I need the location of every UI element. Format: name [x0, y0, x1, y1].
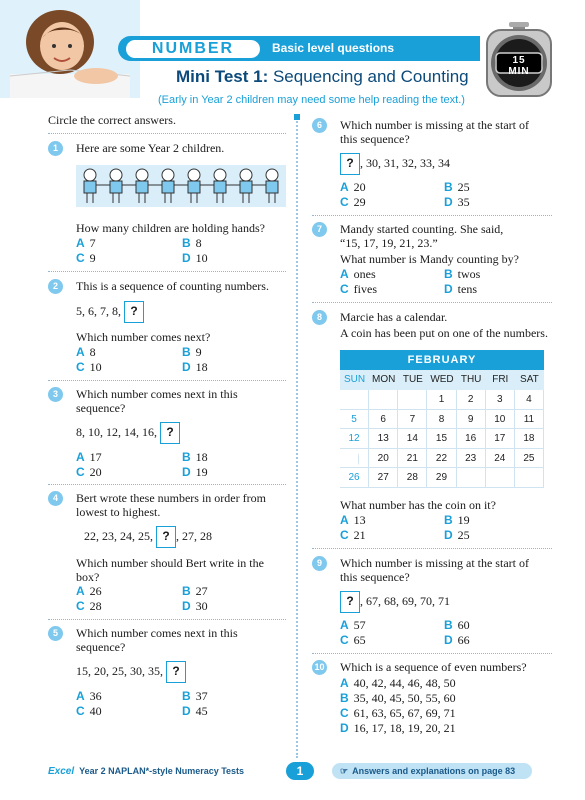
- option-c[interactable]: C 61, 63, 65, 67, 69, 71: [340, 706, 456, 720]
- weekday: SUN: [344, 374, 366, 385]
- option-d[interactable]: D tens: [444, 282, 478, 296]
- question-number: 10: [312, 660, 327, 675]
- question-number: 7: [312, 222, 327, 237]
- calendar-day: 8: [427, 410, 456, 430]
- option-a[interactable]: A 26: [76, 584, 102, 598]
- option-d[interactable]: D 45: [182, 704, 208, 718]
- question-text-line1: Mandy started counting. She said,: [340, 222, 504, 236]
- calendar-day: [398, 390, 427, 410]
- section-label: NUMBER: [124, 38, 262, 60]
- question-text-line1: Marcie has a calendar.: [340, 310, 448, 324]
- timer-text: 15 MIN: [508, 55, 530, 77]
- question-text-line1: Which number is missing at the start of: [340, 556, 529, 570]
- option-c[interactable]: C 29: [340, 195, 366, 209]
- page-number: 1: [286, 762, 314, 780]
- footer-brand: Excel: [48, 766, 75, 777]
- calendar-grid: [340, 390, 544, 488]
- divider: [312, 653, 552, 654]
- option-c[interactable]: C 21: [340, 528, 366, 542]
- calendar-day: 22: [427, 449, 456, 469]
- option-d[interactable]: D 16, 17, 18, 19, 20, 21: [340, 721, 456, 735]
- question-ask-line1: Which number should Bert write in the: [76, 556, 264, 570]
- option-a[interactable]: A 40, 42, 44, 46, 48, 50: [340, 676, 456, 690]
- option-b[interactable]: B 35, 40, 45, 50, 55, 60: [340, 691, 456, 705]
- option-b[interactable]: B 27: [182, 584, 208, 598]
- calendar-day: 4: [515, 390, 544, 410]
- question-ask: How many children are holding hands?: [76, 221, 265, 235]
- question-number: 3: [48, 387, 63, 402]
- divider: [48, 271, 286, 272]
- option-d[interactable]: D 66: [444, 633, 470, 647]
- calendar-day: 29: [427, 468, 456, 488]
- calendar-day: 11: [515, 410, 544, 430]
- question-ask: Which number comes next?: [76, 330, 211, 344]
- calendar-day: 17: [486, 429, 515, 449]
- option-b[interactable]: B 8: [182, 236, 202, 250]
- option-c[interactable]: C 65: [340, 633, 366, 647]
- divider: [48, 133, 286, 134]
- question-text-line2: this sequence?: [340, 570, 410, 584]
- sequence: 8, 10, 12, 14, 16, ?: [76, 421, 180, 444]
- calendar-day: [340, 390, 369, 410]
- answer-box: ?: [340, 153, 360, 175]
- divider: [312, 215, 552, 216]
- question-text: Here are some Year 2 children.: [76, 141, 225, 155]
- weekday: FRI: [492, 374, 509, 385]
- calendar-day: 26: [340, 468, 369, 488]
- option-d[interactable]: D 30: [182, 599, 208, 613]
- option-d[interactable]: D 25: [444, 528, 470, 542]
- option-a[interactable]: A 57: [340, 618, 366, 632]
- calendar-day: 14: [398, 429, 427, 449]
- option-a[interactable]: A ones: [340, 267, 376, 281]
- divider: [48, 484, 286, 485]
- calendar-day: 24: [486, 449, 515, 469]
- question-number: 2: [48, 279, 63, 294]
- sequence: ? , 30, 31, 32, 33, 34: [340, 152, 450, 175]
- stopwatch-icon: [479, 22, 559, 102]
- calendar-day: 27: [369, 468, 398, 488]
- option-c[interactable]: C fives: [340, 282, 377, 296]
- option-a[interactable]: A 13: [340, 513, 366, 527]
- calendar: [340, 350, 544, 488]
- calendar-day: 3: [486, 390, 515, 410]
- option-b[interactable]: B 18: [182, 450, 208, 464]
- calendar-day: [369, 390, 398, 410]
- question-text-line2: A coin has been put on one of the numbers.: [340, 326, 548, 340]
- divider: [48, 619, 286, 620]
- instruction: Circle the correct answers.: [48, 113, 176, 127]
- option-a[interactable]: A 17: [76, 450, 102, 464]
- calendar-day: [457, 468, 486, 488]
- option-b[interactable]: B 37: [182, 689, 208, 703]
- children-illustration: [76, 165, 286, 207]
- calendar-day: 23: [457, 449, 486, 469]
- option-c[interactable]: C 40: [76, 704, 102, 718]
- question-text-line2: sequence?: [76, 401, 126, 415]
- calendar-day: 2: [457, 390, 486, 410]
- answers-link[interactable]: [332, 763, 532, 779]
- calendar-day: 20: [369, 449, 398, 469]
- option-a[interactable]: A 7: [76, 236, 96, 250]
- calendar-day: 28: [398, 468, 427, 488]
- weekday: SAT: [520, 374, 539, 385]
- calendar-day: [340, 449, 369, 469]
- sequence: 22, 23, 24, 25, ? , 27, 28: [84, 525, 212, 548]
- sequence: 5, 6, 7, 8, ?: [76, 300, 144, 323]
- calendar-day: 12: [340, 429, 369, 449]
- answer-box: ?: [166, 661, 186, 683]
- weekday: MON: [372, 374, 396, 385]
- answer-box: ?: [156, 526, 176, 548]
- answer-box: ?: [124, 301, 144, 323]
- question-text-line1: Which number comes next in this: [76, 626, 238, 640]
- footer-book-title: [48, 766, 244, 777]
- question-text-line1: Which number comes next in this: [76, 387, 238, 401]
- option-c[interactable]: C 20: [76, 465, 102, 479]
- question-text-line2: this sequence?: [340, 132, 410, 146]
- calendar-day: [486, 468, 515, 488]
- sequence: ? , 67, 68, 69, 70, 71: [340, 590, 450, 613]
- question-text-line2: “15, 17, 19, 21, 23.”: [340, 236, 438, 250]
- question-number: 1: [48, 141, 63, 156]
- option-c[interactable]: C 10: [76, 360, 102, 374]
- calendar-day: 13: [369, 429, 398, 449]
- calendar-day: 9: [457, 410, 486, 430]
- question-number: 5: [48, 626, 63, 641]
- answer-box: ?: [340, 591, 360, 613]
- option-d[interactable]: D 18: [182, 360, 208, 374]
- weekday: TUE: [402, 374, 423, 385]
- title-bold: Mini Test 1:: [176, 67, 269, 86]
- divider-marker: [294, 114, 300, 120]
- calendar-day: 18: [515, 429, 544, 449]
- option-d[interactable]: D 19: [182, 465, 208, 479]
- calendar-month: FEBRUARY: [340, 350, 544, 370]
- question-text: Which is a sequence of even numbers?: [340, 660, 527, 674]
- option-b[interactable]: B 25: [444, 180, 470, 194]
- divider: [48, 380, 286, 381]
- reading-note: (Early in Year 2 children may need some help reading the text.): [158, 94, 465, 106]
- coin-icon: [358, 453, 359, 465]
- option-d[interactable]: D 10: [182, 251, 208, 265]
- option-a[interactable]: A 36: [76, 689, 102, 703]
- divider: [312, 548, 552, 549]
- answer-box: ?: [160, 422, 180, 444]
- title-rest: Sequencing and Counting: [268, 67, 469, 86]
- question-number: 4: [48, 491, 63, 506]
- pointing-hand-icon: ☞: [340, 766, 349, 776]
- answers-text: Answers and explanations on page 83: [352, 766, 516, 776]
- option-d[interactable]: D 35: [444, 195, 470, 209]
- option-b[interactable]: B twos: [444, 267, 481, 281]
- calendar-day: 16: [457, 429, 486, 449]
- calendar-day: 15: [427, 429, 456, 449]
- calendar-day: 10: [486, 410, 515, 430]
- page-title: [176, 67, 469, 87]
- option-b[interactable]: B 9: [182, 345, 202, 359]
- calendar-day: [515, 468, 544, 488]
- question-text: This is a sequence of counting numbers.: [76, 279, 269, 293]
- weekday: WED: [430, 374, 454, 385]
- question-text-line2: lowest to highest.: [76, 505, 161, 519]
- question-ask: What number has the coin on it?: [340, 498, 496, 512]
- sequence: 15, 20, 25, 30, 35, ?: [76, 660, 186, 683]
- footer-book: Year 2 NAPLAN*-style Numeracy Tests: [79, 766, 245, 776]
- option-a[interactable]: A 8: [76, 345, 96, 359]
- option-a[interactable]: A 20: [340, 180, 366, 194]
- question-text-line2: sequence?: [76, 640, 126, 654]
- column-divider: [296, 118, 298, 758]
- option-b[interactable]: B 19: [444, 513, 470, 527]
- question-number: 9: [312, 556, 327, 571]
- calendar-day: 25: [515, 449, 544, 469]
- calendar-day: 1: [427, 390, 456, 410]
- calendar-day: 21: [398, 449, 427, 469]
- question-text-line1: Which number is missing at the start of: [340, 118, 529, 132]
- question-ask-line2: box?: [76, 570, 100, 584]
- question-number: 6: [312, 118, 327, 133]
- option-c[interactable]: C 28: [76, 599, 102, 613]
- question-ask: What number is Mandy counting by?: [340, 252, 519, 266]
- calendar-day: 7: [398, 410, 427, 430]
- level-label: Basic level questions: [272, 41, 395, 55]
- question-text-line1: Bert wrote these numbers in order from: [76, 491, 266, 505]
- option-c[interactable]: C 9: [76, 251, 96, 265]
- calendar-day: 5: [340, 410, 369, 430]
- calendar-weekdays: [340, 370, 544, 390]
- weekday: THU: [460, 374, 482, 385]
- calendar-day: 6: [369, 410, 398, 430]
- divider: [312, 302, 552, 303]
- option-b[interactable]: B 60: [444, 618, 470, 632]
- question-number: 8: [312, 310, 327, 325]
